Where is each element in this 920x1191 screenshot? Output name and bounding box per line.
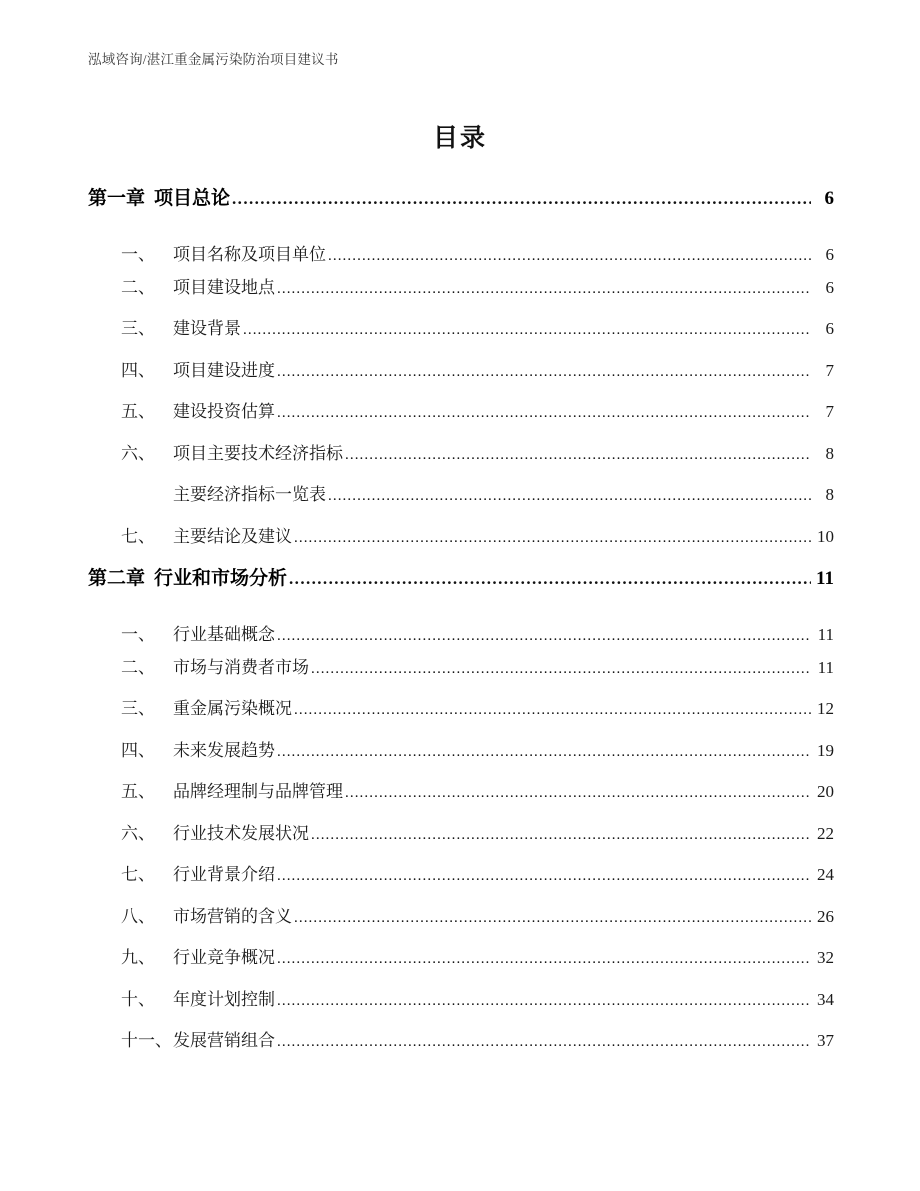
toc-section-entry[interactable]	[88, 480, 834, 522]
toc-entry-page-number: 26	[817, 906, 834, 926]
toc-entry-page-number: 6	[824, 188, 834, 209]
toc-entry-page-number: 6	[825, 319, 834, 338]
toc-dot-leader	[328, 489, 811, 506]
toc-entry-number: 三、	[121, 699, 155, 718]
toc-entry-number: 第一章	[88, 188, 146, 209]
toc-entry-number: 三、	[121, 319, 155, 338]
toc-dot-leader	[277, 282, 811, 299]
running-header: 泓域咨询/湛江重金属污染防治项目建议书	[88, 52, 339, 67]
toc-entry-page-number: 34	[817, 989, 834, 1009]
toc-dot-leader	[277, 365, 811, 382]
toc-section-entry[interactable]	[88, 1026, 834, 1068]
toc-entry-page-number: 7	[825, 360, 834, 380]
toc-entry-label: 项目总论	[154, 188, 231, 209]
toc-entry-label: 项目建设地点	[173, 277, 275, 297]
toc-dot-leader	[277, 406, 811, 423]
toc-entry-number: 十、	[121, 989, 155, 1009]
toc-entry-label: 市场与消费者市场	[173, 657, 309, 677]
toc-section-entry[interactable]	[88, 439, 834, 481]
toc-dot-leader	[289, 570, 811, 589]
toc-dot-leader	[277, 869, 811, 886]
toc-dot-leader	[294, 703, 811, 720]
toc-dot-leader	[311, 828, 811, 845]
toc-entry-label: 项目建设进度	[173, 360, 275, 380]
toc-dot-leader	[294, 531, 811, 548]
toc-entry-page-number: 11	[817, 625, 834, 644]
toc-entry-label: 建设投资估算	[173, 402, 275, 421]
toc-entry-number: 四、	[121, 740, 155, 760]
toc-entry-number: 一、	[121, 245, 155, 264]
toc-entry-label: 发展营销组合	[173, 1031, 275, 1050]
toc-entry-label: 建设背景	[173, 319, 241, 338]
toc-entry-number: 五、	[121, 782, 155, 801]
toc-entry-page-number: 11	[817, 657, 834, 677]
toc-entry-label: 项目名称及项目单位	[173, 245, 326, 264]
toc-dot-leader	[311, 662, 811, 679]
toc-entry-page-number: 7	[825, 402, 834, 421]
toc-entry-page-number: 20	[817, 782, 834, 801]
table-of-contents	[88, 183, 834, 1068]
toc-entry-number: 六、	[121, 443, 155, 463]
toc-entry-label: 行业和市场分析	[154, 568, 288, 589]
toc-entry-number: 六、	[121, 823, 155, 843]
toc-entry-label: 行业技术发展状况	[173, 823, 309, 843]
toc-entry-label: 品牌经理制与品牌管理	[173, 782, 343, 801]
toc-section-entry[interactable]	[88, 611, 834, 653]
toc-section-entry[interactable]	[88, 653, 834, 695]
toc-entry-page-number: 22	[817, 823, 834, 843]
toc-entry-page-number: 8	[825, 443, 834, 463]
page-title: 目录	[432, 125, 487, 152]
toc-dot-leader	[232, 190, 811, 209]
toc-entry-page-number: 6	[825, 277, 834, 297]
toc-section-entry[interactable]	[88, 273, 834, 315]
toc-chapter-entry[interactable]	[88, 183, 834, 231]
toc-entry-number: 七、	[121, 526, 155, 546]
toc-entry-number: 一、	[121, 625, 155, 644]
toc-entry-page-number: 37	[817, 1031, 834, 1050]
toc-entry-number: 七、	[121, 865, 155, 884]
toc-section-entry[interactable]	[88, 860, 834, 902]
toc-entry-number: 九、	[121, 948, 155, 967]
toc-section-entry[interactable]	[88, 736, 834, 778]
toc-chapter-entry[interactable]	[88, 563, 834, 611]
toc-entry-label: 主要经济指标一览表	[173, 485, 326, 504]
toc-section-entry[interactable]	[88, 522, 834, 564]
toc-dot-leader	[345, 448, 811, 465]
toc-entry-number: 十一、	[121, 1031, 172, 1050]
toc-section-entry[interactable]	[88, 902, 834, 944]
toc-entry-number: 第二章	[88, 568, 146, 589]
toc-entry-page-number: 12	[817, 699, 834, 718]
toc-dot-leader	[328, 249, 811, 266]
toc-section-entry[interactable]	[88, 777, 834, 819]
toc-entry-number: 二、	[121, 277, 155, 297]
toc-entry-page-number: 24	[817, 865, 834, 884]
toc-entry-label: 项目主要技术经济指标	[173, 443, 343, 463]
toc-dot-leader	[345, 786, 811, 803]
toc-entry-number: 八、	[121, 906, 155, 926]
toc-dot-leader	[277, 629, 811, 646]
toc-section-entry[interactable]	[88, 943, 834, 985]
toc-section-entry[interactable]	[88, 819, 834, 861]
toc-entry-number: 二、	[121, 657, 155, 677]
toc-section-entry[interactable]	[88, 314, 834, 356]
toc-entry-label: 主要结论及建议	[173, 526, 292, 546]
toc-section-entry[interactable]	[88, 231, 834, 273]
toc-dot-leader	[277, 952, 811, 969]
toc-entry-label: 未来发展趋势	[173, 740, 275, 760]
toc-entry-page-number: 10	[817, 526, 834, 546]
toc-section-entry[interactable]	[88, 694, 834, 736]
toc-entry-page-number: 11	[816, 568, 834, 589]
toc-entry-page-number: 19	[817, 740, 834, 760]
toc-entry-number: 四、	[121, 360, 155, 380]
toc-section-entry[interactable]	[88, 985, 834, 1027]
toc-dot-leader	[277, 1035, 811, 1052]
toc-entry-page-number: 32	[817, 948, 834, 967]
toc-entry-label: 年度计划控制	[173, 989, 275, 1009]
toc-entry-label: 行业背景介绍	[173, 865, 275, 884]
toc-entry-label: 市场营销的含义	[173, 906, 292, 926]
toc-entry-number: 五、	[121, 402, 155, 421]
toc-entry-label: 行业竞争概况	[173, 948, 275, 967]
toc-entry-label: 行业基础概念	[173, 625, 275, 644]
toc-entry-page-number: 6	[825, 245, 834, 264]
toc-dot-leader	[277, 994, 811, 1011]
toc-dot-leader	[277, 745, 811, 762]
toc-section-entry[interactable]	[88, 397, 834, 439]
toc-dot-leader	[294, 911, 811, 928]
toc-entry-page-number: 8	[825, 485, 834, 504]
toc-entry-label: 重金属污染概况	[173, 699, 292, 718]
toc-section-entry[interactable]	[88, 356, 834, 398]
toc-dot-leader	[243, 323, 811, 340]
